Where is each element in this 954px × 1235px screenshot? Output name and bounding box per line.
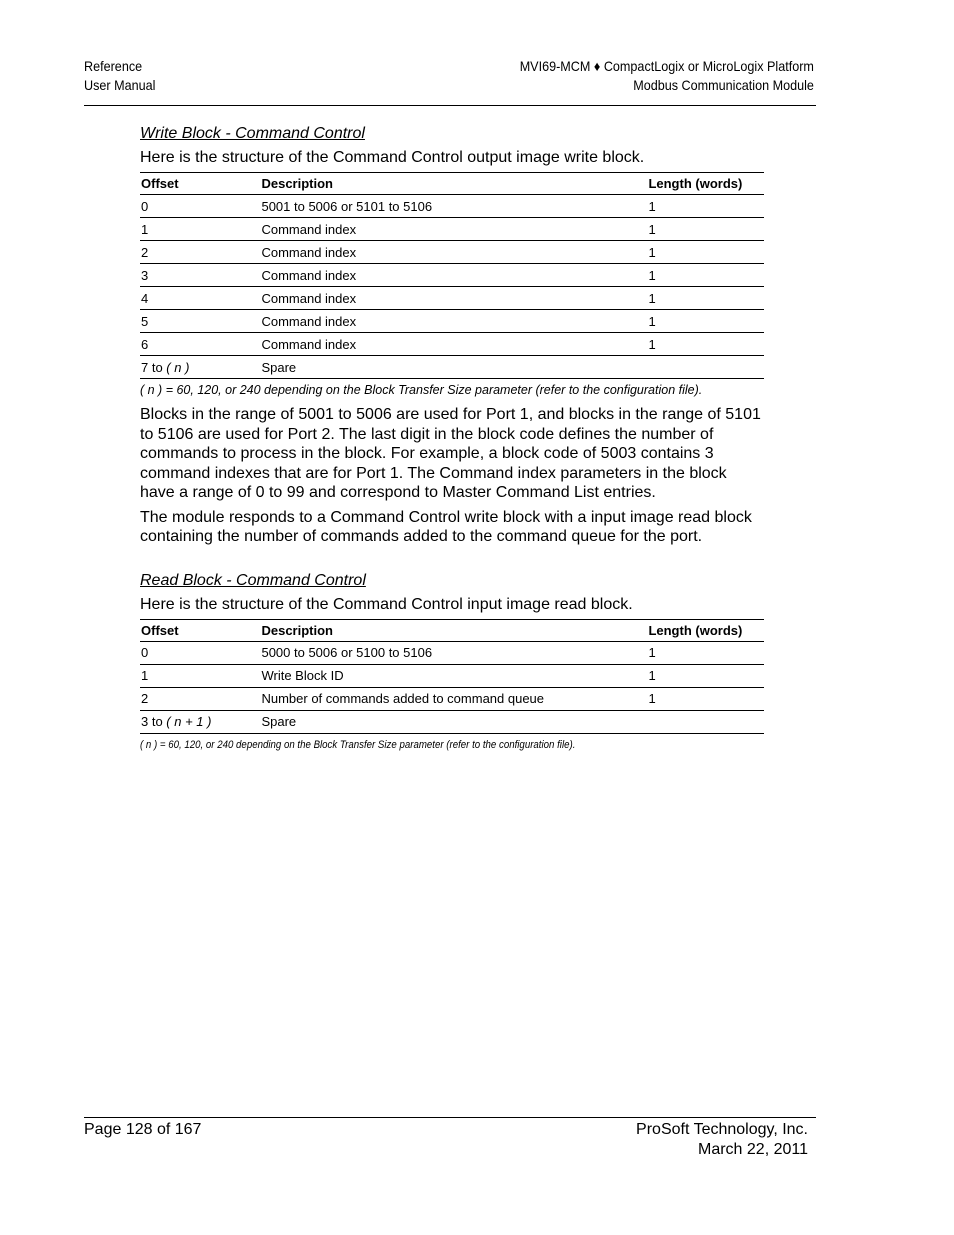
footer-divider [84,1117,816,1118]
body-paragraph-1: Blocks in the range of 5001 to 5006 are used for Port 1, and blocks in the range of 5101 to 5106 are used for Port 2. The last digit in the block code defines the number of commands to process in the block. For example, a block code of 5003 contains 3 command indexes that are for Port 1. The Command index parameters in the block have a range of 0 to 99 and correspond to Master Command List entries. [140,406,761,501]
table-row [140,264,764,287]
page-number: Page 128 of 167 [84,1121,202,1138]
read-block-intro: Here is the structure of the Command Control input image read block. [140,595,633,613]
offset-cell: 7 to ( n ) [140,356,260,379]
header-left [84,57,155,95]
read-block-table [140,619,764,734]
body-paragraph-2: The module responds to a Command Control write block with a input image read block containing the number of commands added to the command queue for the port. [140,508,752,545]
read-block-note: ( n ) = 60, 120, or 240 depending on the Block Transfer Size parameter (refer to the configuration file). [140,738,576,751]
length-cell: 1 [647,333,764,356]
page-content [140,124,764,752]
description-cell: Number of commands added to command queue [260,687,647,710]
length-cell [647,710,764,733]
column-header-length: Length (words) [647,173,764,195]
offset-cell: 3 [140,264,260,287]
header-right [520,57,814,95]
header-doc-type: User Manual [84,77,156,93]
description-cell: Spare [260,356,647,379]
description-cell: Command index [260,333,647,356]
table-row [140,664,764,687]
write-block-intro: Here is the structure of the Command Control output image write block. [140,149,645,166]
offset-cell: 0 [140,641,260,664]
column-header-length: Length (words) [647,619,764,641]
description-cell: Command index [260,218,647,241]
column-header-offset: Offset [140,619,260,641]
offset-cell: 1 [140,664,260,687]
table-row [140,687,764,710]
footer-left [84,1120,201,1140]
description-cell: 5000 to 5006 or 5100 to 5106 [260,641,647,664]
length-cell: 1 [647,310,764,333]
column-header-description: Description [260,619,647,641]
write-block-table [140,172,764,379]
description-cell: 5001 to 5006 or 5101 to 5106 [260,195,647,218]
length-cell: 1 [647,687,764,710]
description-cell: Command index [260,287,647,310]
offset-cell: 3 to ( n + 1 ) [140,710,260,733]
length-cell: 1 [647,195,764,218]
header-divider [84,105,816,106]
length-cell: 1 [647,664,764,687]
description-cell: Command index [260,264,647,287]
offset-cell: 5 [140,310,260,333]
write-block-note: ( n ) = 60, 120, or 240 depending on the Block Transfer Size parameter (refer to the configuration file). [140,383,703,397]
offset-cell: 2 [140,687,260,710]
length-cell: 1 [647,241,764,264]
table-header-row [140,173,764,195]
table-row [140,310,764,333]
read-block-title: Read Block - Command Control [140,571,366,589]
write-block-title: Write Block - Command Control [140,125,365,142]
header-product: MVI69-MCM ♦ CompactLogix or MicroLogix Platform [519,58,814,74]
description-cell: Command index [260,241,647,264]
length-cell: 1 [647,218,764,241]
header-section: Reference [84,58,143,74]
table-row [140,333,764,356]
publish-date: March 22, 2011 [698,1141,808,1158]
table-row [140,241,764,264]
length-cell: 1 [647,287,764,310]
table-row [140,195,764,218]
length-cell: 1 [647,641,764,664]
offset-cell: 6 [140,333,260,356]
table-row [140,641,764,664]
description-cell: Command index [260,310,647,333]
offset-cell: 0 [140,195,260,218]
table-row [140,356,764,379]
table-row [140,710,764,733]
length-cell [647,356,764,379]
description-cell: Spare [260,710,647,733]
table-header-row [140,619,764,641]
column-header-description: Description [260,173,647,195]
header-module: Modbus Communication Module [633,77,814,93]
description-cell: Write Block ID [260,664,647,687]
length-cell: 1 [647,264,764,287]
table-row [140,287,764,310]
footer-right [636,1120,808,1160]
column-header-offset: Offset [140,173,260,195]
offset-cell: 4 [140,287,260,310]
offset-cell: 2 [140,241,260,264]
company-name: ProSoft Technology, Inc. [636,1121,808,1138]
offset-cell: 1 [140,218,260,241]
table-row [140,218,764,241]
